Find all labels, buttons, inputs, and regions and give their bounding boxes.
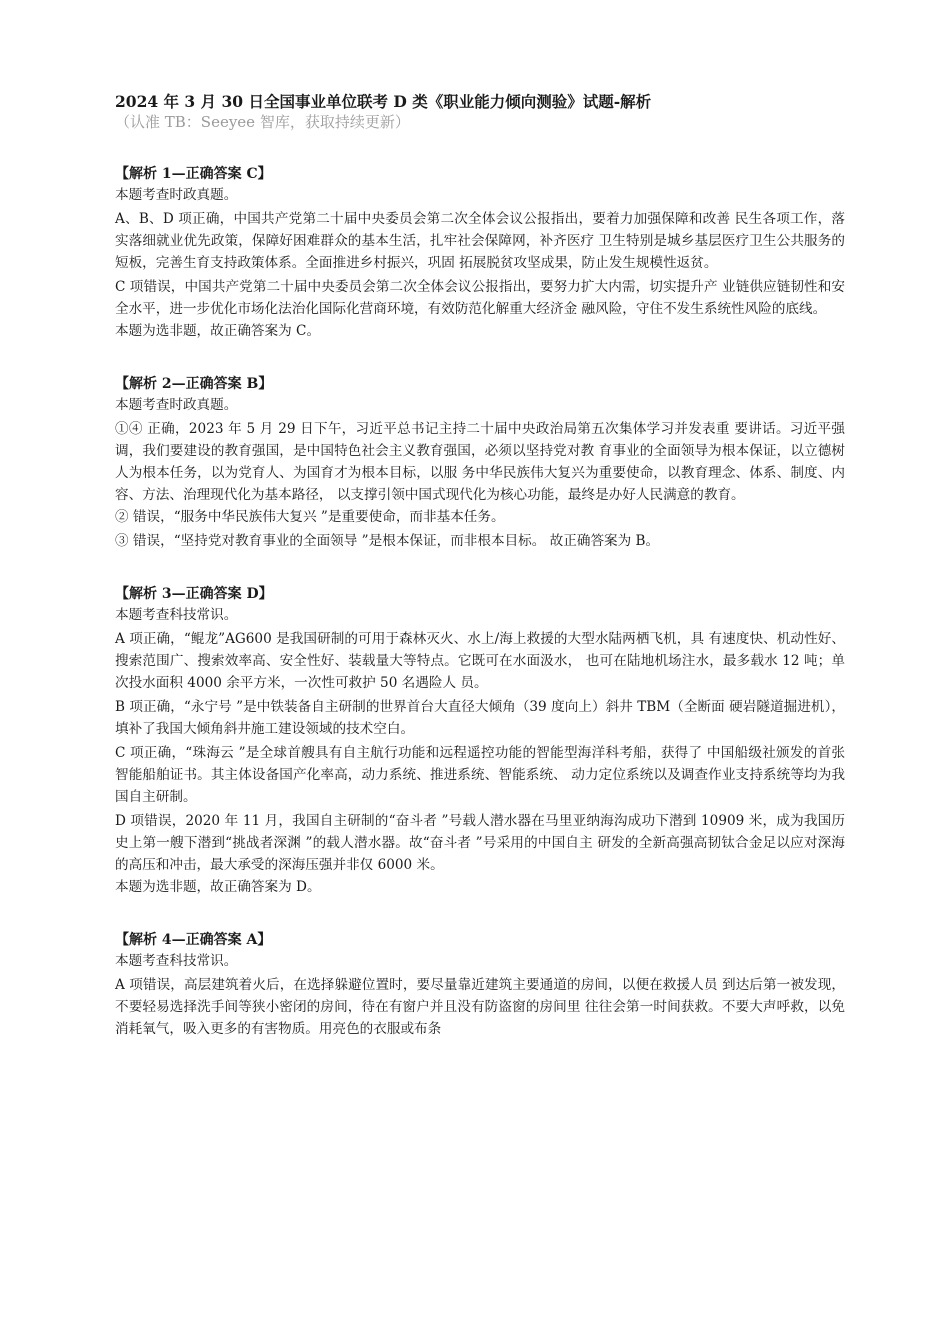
section-heading: 【解析 3—正确答案 D】 <box>115 586 273 602</box>
paragraph: A、B、D 项正确，中国共产党第二十届中央委员会第二次全体会议公报指出，要着力加强保障和改善 民生各项工作，落实落细就业优先政策，保障好困难群众的基本生活，扎牢社会保障网，补齐医疗 卫生特别是城乡基层医疗卫生公共服务的短板，完善生育支持政策体系。全面推进乡村振兴，巩固 拓展脱贫攻坚成果，防止发生规模性返贫。 <box>115 211 845 271</box>
paragraph: C 项正确，“珠海云 ”是全球首艘具有自主航行功能和远程遥控功能的智能型海洋科考船，获得了 中国船级社颁发的首张智能船舶证书。其主体设备国产化率高，动力系统、推进系统、智能系统、 动力定位系统以及调查作业支持系统等均为我国自主研制。 <box>115 745 845 805</box>
document-page <box>115 92 845 1040</box>
paragraph: ② 错误，“服务中华民族伟大复兴 ”是重要使命，而非基本任务。 <box>115 509 505 525</box>
paragraph: ③ 错误，“坚持党对教育事业的全面领导 ”是根本保证，而非根本目标。 故正确答案为 B。 <box>115 533 660 549</box>
answer-section-1 <box>115 164 845 342</box>
answer-section-4 <box>115 930 845 1040</box>
paragraph: D 项错误，2020 年 11 月，我国自主研制的“奋斗者 ”号载人潜水器在马里亚纳海沟成功下潜到 10909 米，成为我国历史上第一艘下潜到“挑战者深渊 ”的载人潜水器。故“奋斗者 ”号采用的中国自主 研发的全新高强高韧钛合金足以应对深海的高压和冲击，最大承受的深海压强并非仅 6000 米。 <box>115 813 845 873</box>
document-title: 2024 年 3 月 30 日全国事业单位联考 D 类《职业能力倾向测验》试题-解析 <box>115 92 652 111</box>
paragraph: A 项错误，高层建筑着火后，在选择躲避位置时，要尽量靠近建筑主要通道的房间，以便在救援人员 到达后第一被发现，不要轻易选择洗手间等狭小密闭的房间，待在有窗户并且没有防盗窗的房间里 往往会第一时间获救。不要大声呼救，以免消耗氧气，吸入更多的有害物质。用亮色的衣服或布条 <box>115 977 845 1037</box>
document-subtitle: （认准 TB：Seeyee 智库，获取持续更新） <box>115 113 410 131</box>
paragraph: 本题考查科技常识。 <box>115 607 238 623</box>
paragraph: A 项正确，“鲲龙”AG600 是我国研制的可用于森林灭火、水上/海上救援的大型水陆两栖飞机，具 有速度快、机动性好、搜索范围广、搜索效率高、安全性好、装载量大等特点。它既可在水面汲水， 也可在陆地机场注水，最多载水 12 吨；单次投水面积 4000 余平方米，一次性可救护 50 名遇险人 员。 <box>115 631 845 691</box>
answer-section-3 <box>115 584 845 898</box>
paragraph: ①④ 正确，2023 年 5 月 29 日下午，习近平总书记主持二十届中央政治局第五次集体学习并发表重 要讲话。习近平强调，我们要建设的教育强国，是中国特色社会主义教育强国，必须以坚持党对教 育事业的全面领导为根本保证，以立德树人为根本任务，以为党育人、为国育才为根本目标，以服 务中华民族伟大复兴为重要使命，以教育理念、体系、制度、内容、方法、治理现代化为基本路径， 以支撑引领中国式现代化为核心功能，最终是办好人民满意的教育。 <box>115 421 845 503</box>
section-heading: 【解析 1—正确答案 C】 <box>115 166 272 182</box>
paragraph: 本题考查时政真题。 <box>115 187 238 203</box>
answer-section-2 <box>115 374 845 552</box>
paragraph: B 项正确，“永宁号 ”是中铁装备自主研制的世界首台大直径大倾角（39 度向上）斜井 TBM（全断面 硬岩隧道掘进机），填补了我国大倾角斜井施工建设领域的技术空白。 <box>115 699 845 737</box>
paragraph: C 项错误，中国共产党第二十届中央委员会第二次全体会议公报指出，要努力扩大内需，切实提升产 业链供应链韧性和安全水平，进一步优化市场化法治化国际化营商环境，有效防范化解重大经济金 融风险，守住不发生系统性风险的底线。 <box>115 279 845 317</box>
paragraph: 本题考查科技常识。 <box>115 953 238 969</box>
paragraph: 本题考查时政真题。 <box>115 397 238 413</box>
section-heading: 【解析 2—正确答案 B】 <box>115 376 273 392</box>
paragraph: 本题为选非题，故正确答案为 C。 <box>115 323 321 339</box>
section-heading: 【解析 4—正确答案 A】 <box>115 932 272 948</box>
paragraph: 本题为选非题，故正确答案为 D。 <box>115 879 321 895</box>
